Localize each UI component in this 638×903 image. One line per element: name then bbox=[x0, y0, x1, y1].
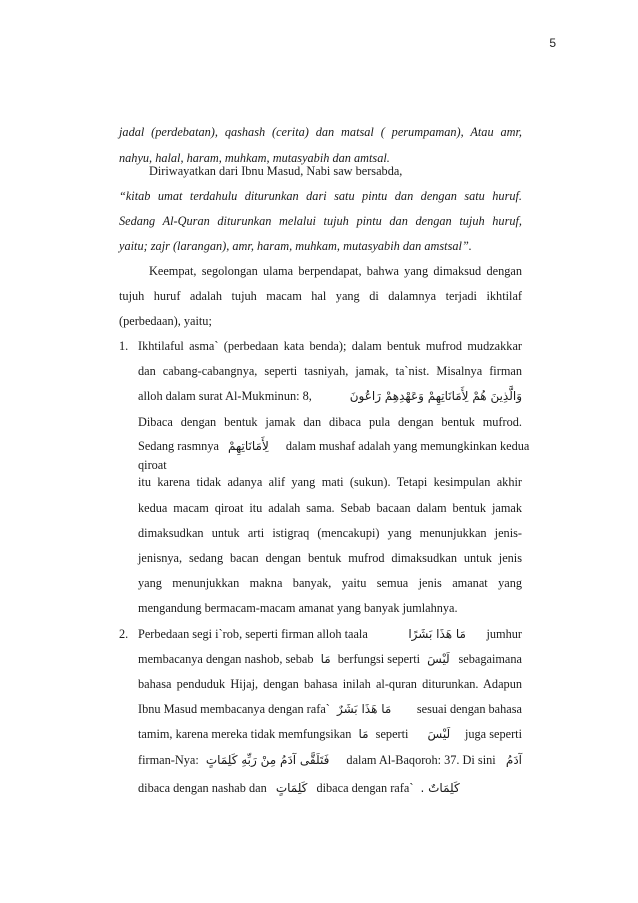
arabic-verse: وَالَّذِينَ هُمْ لِأَمَانَاتِهِمْ وَعَهْدِهِمْ رَاعُونَ bbox=[349, 389, 522, 403]
arabic-text: مَا bbox=[358, 727, 369, 741]
text-span: Perbedaan segi i`rob, seperti firman alloh taala bbox=[138, 627, 368, 641]
text-line bbox=[138, 701, 522, 717]
text-line: dan cabang-cabangnya, seperti tasniyah, jamak, ta`nist. Misalnya firman bbox=[138, 364, 522, 378]
arabic-text: مَا bbox=[320, 652, 331, 666]
text-span: Sedang Al-Quran diturunkan melalui tujuh pintu dan dengan tujuh huruf, bbox=[119, 214, 522, 228]
arabic-text: كَلِمَاتٌ . bbox=[420, 781, 460, 795]
text-span: dibaca dengan nashab dan bbox=[138, 781, 267, 795]
text-span: tamim, karena mereka tidak memfungsikan bbox=[138, 727, 352, 741]
text-line bbox=[119, 124, 522, 140]
text-span: jumhur bbox=[486, 627, 522, 641]
arabic-text: لَيْسَ bbox=[427, 652, 450, 666]
text-span: dalam mushaf adalah yang memungkinkan kedua bbox=[285, 439, 530, 453]
page-number: 5 bbox=[549, 36, 556, 50]
text-span: Ibnu Masud membacanya dengan rafa` bbox=[138, 702, 330, 716]
text-span: jadal (perdebatan), qashash (cerita) dan matsal ( perumpaman), Atau amr, bbox=[119, 125, 522, 139]
text-span: juga seperti bbox=[464, 727, 522, 741]
text-span: berfungsi seperti bbox=[337, 652, 421, 666]
text-line bbox=[119, 188, 522, 204]
text-span: seperti bbox=[375, 727, 409, 741]
text-span: nahyu, halal, haram, muhkam, mutasyabih dan amtsal. bbox=[119, 151, 390, 165]
text-line bbox=[138, 651, 522, 667]
text-line bbox=[119, 238, 522, 254]
text-line: itu karena tidak adanya alif yang mati (sukun). Tetapi kesimpulan akhir bbox=[138, 475, 522, 489]
text-line: bahasa penduduk Hijaj, dengan bahasa inilah al-quran diturunkan. Adapun bbox=[138, 677, 522, 691]
text-span: Sedang rasmnya bbox=[138, 439, 219, 453]
text-span: membacanya dengan nashob, sebab bbox=[138, 652, 314, 666]
text-line bbox=[138, 726, 522, 742]
text-span: yaitu; zajr (larangan), amr, haram, muhkam, mutasyabih dan amstsal”. bbox=[119, 239, 472, 253]
text-line: dimaksudkan untuk arti istigraq (mencakupi) yang menunjukkan jenis- bbox=[138, 526, 522, 540]
text-line: jenisnya, sedang bacan dengan bentuk mufrod dimaksudkan untuk jenis bbox=[138, 551, 522, 565]
text-span: dalam Al-Baqoroh: 37. Di sini bbox=[346, 753, 496, 767]
text-span: firman-Nya: bbox=[138, 753, 199, 767]
text-line: Ikhtilaful asma` (perbedaan kata benda); dalam bentuk mufrod mudzakkar bbox=[138, 339, 522, 353]
text-line bbox=[119, 213, 522, 229]
text-line: mengandung bermacam-macam amanat yang banyak jumlahnya. bbox=[138, 601, 458, 615]
list-number: 2. bbox=[119, 627, 129, 641]
text-line: qiroat bbox=[138, 458, 167, 472]
text-line: (perbedaan), yaitu; bbox=[119, 314, 212, 328]
text-line: Dibaca dengan bentuk jamak dan dibaca pula dengan bentuk mufrod. bbox=[138, 415, 522, 429]
arabic-text: مَا هَذَا بَشَرٌ bbox=[336, 702, 392, 716]
text-span: “kitab umat terdahulu diturunkan dari satu pintu dan dengan satu huruf. bbox=[119, 189, 522, 203]
text-line bbox=[138, 388, 522, 404]
arabic-phrase: مَا هَذَا بَشَرًا bbox=[408, 627, 466, 641]
text-line bbox=[138, 780, 522, 796]
arabic-word: لِأَمَانَاتِهِمْ bbox=[228, 439, 269, 453]
text-span: sebagaimana bbox=[458, 652, 522, 666]
text-span: dibaca dengan rafa` bbox=[316, 781, 414, 795]
text-line: Diriwayatkan dari Ibnu Masud, Nabi saw bersabda, bbox=[149, 164, 403, 178]
text-line: tujuh huruf adalah tujuh macam hal yang di dalamnya terjadi ikhtilaf bbox=[119, 289, 522, 303]
text-line: yang menunjukkan makna banyak, yaitu semua jenis amanat yang bbox=[138, 576, 522, 590]
list-number: 1. bbox=[119, 339, 129, 353]
arabic-text: كَلِمَاتٍ bbox=[275, 781, 308, 795]
arabic-text: لَيْسَ bbox=[427, 727, 451, 741]
text-line: kedua macam qiroat itu adalah sama. Sebab bacaan dalam bentuk jamak bbox=[138, 501, 522, 515]
arabic-text: فَتَلَقَّى آدَمُ مِنْ رَبِّهِ كَلِمَاتٍ bbox=[205, 753, 330, 767]
text-span: alloh dalam surat Al-Mukminun: 8, bbox=[138, 389, 312, 403]
text-line bbox=[138, 752, 522, 768]
text-line bbox=[138, 626, 522, 642]
text-span: sesuai dengan bahasa bbox=[416, 702, 522, 716]
arabic-text: آدَمُ bbox=[505, 753, 522, 767]
text-line bbox=[138, 438, 530, 454]
text-line: Keempat, segolongan ulama berpendapat, bahwa yang dimaksud dengan bbox=[149, 264, 522, 278]
